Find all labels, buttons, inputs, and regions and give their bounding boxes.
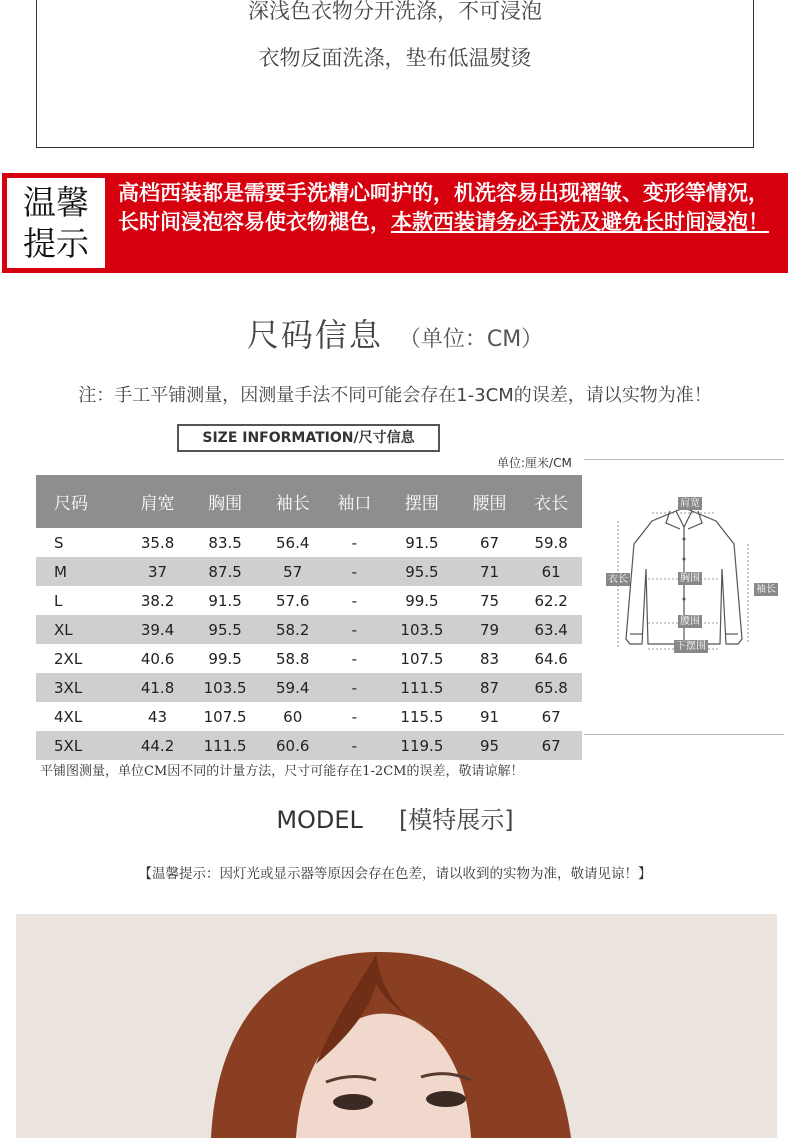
reminder-label (7, 178, 105, 268)
diagram-label-length: 衣长 (608, 574, 628, 585)
cell-cuff: - (351, 707, 358, 726)
reminder-text-plain: 高档西装都是需要手洗精心呵护的，机洗容易出现褶皱、变形等情况，长时间浸泡容易使衣物褪色， (118, 181, 769, 234)
cell-length: 61 (520, 557, 582, 586)
cell-cuff: - (324, 557, 386, 586)
cell-waist: 83 (479, 649, 500, 668)
cell-length: 59.8 (534, 533, 568, 552)
reminder-label-line-2: 提示 (23, 224, 89, 263)
unit-label: 单位:厘米/CM (497, 456, 572, 470)
cell-length: 67 (520, 731, 582, 760)
cell-hem: 107.5 (400, 649, 444, 668)
cell-size: 5XL (36, 731, 127, 760)
cell-waist: 75 (479, 591, 500, 610)
cell-waist: 87 (459, 673, 521, 702)
table-row (36, 731, 582, 760)
table-row (36, 615, 582, 644)
cell-shoulder: 40.6 (140, 649, 175, 668)
cell-cuff: - (351, 533, 358, 552)
reminder-text (118, 179, 782, 237)
measurement-note: 注：手工平铺测量，因测量手法不同可能会存在1-3CM的误差，请以实物为准！ (78, 385, 712, 406)
cell-chest: 95.5 (188, 615, 262, 644)
cell-sleeve: 57 (262, 557, 324, 586)
cell-hem: 115.5 (400, 707, 444, 726)
header-chest: 胸围 (188, 475, 262, 528)
cell-sleeve: 60.6 (262, 731, 324, 760)
cell-hem: 111.5 (385, 673, 459, 702)
reminder-banner (2, 173, 788, 273)
header-size: 尺码 (36, 475, 127, 528)
header-length: 衣长 (520, 475, 582, 528)
cell-sleeve: 57.6 (276, 591, 310, 610)
table-row (36, 702, 582, 731)
diagram-label-sleeve: 袖长 (756, 584, 776, 595)
cell-sleeve: 58.8 (276, 649, 310, 668)
reminder-text-emphasis: 本款西装请务必手洗及避免长时间浸泡！ (391, 210, 769, 234)
table-row (36, 528, 582, 557)
diagram-label-chest: 胸围 (680, 573, 700, 584)
size-table-header-row (36, 475, 582, 528)
cell-length: 64.6 (534, 649, 568, 668)
header-hem: 摆围 (385, 475, 459, 528)
cell-waist: 67 (479, 533, 500, 552)
cell-size: L (54, 591, 63, 610)
table-row (36, 644, 582, 673)
cell-sleeve: 56.4 (276, 533, 310, 552)
cell-waist: 79 (459, 615, 521, 644)
cell-chest: 83.5 (208, 533, 242, 552)
diagram-label-shoulder: 肩宽 (680, 498, 700, 509)
header-cuff: 袖口 (324, 475, 386, 528)
cell-sleeve: 60 (283, 707, 303, 726)
cell-length: 62.2 (534, 591, 568, 610)
size-section-title (0, 310, 790, 356)
cell-size: 2XL (54, 649, 83, 668)
cell-chest: 91.5 (208, 591, 242, 610)
care-instructions-box (36, 0, 754, 148)
cell-shoulder: 35.8 (140, 533, 175, 552)
cell-hem: 91.5 (405, 533, 439, 552)
cell-size: 4XL (54, 707, 83, 726)
cell-hem: 119.5 (385, 731, 459, 760)
care-line-1: 深浅色衣物分开洗涤，不可浸泡 (248, 0, 542, 23)
cell-hem: 103.5 (385, 615, 459, 644)
size-table (36, 475, 582, 760)
table-row (36, 673, 582, 702)
cell-waist: 95 (459, 731, 521, 760)
cell-cuff: - (324, 615, 386, 644)
cell-size: S (54, 533, 64, 552)
table-row (36, 557, 582, 586)
size-title-main: 尺码信息 (246, 316, 383, 354)
model-portrait-image (16, 914, 777, 1138)
cell-length: 67 (541, 707, 561, 726)
cell-cuff: - (324, 731, 386, 760)
cell-shoulder: 38.2 (140, 591, 175, 610)
header-waist: 腰围 (459, 475, 521, 528)
cell-cuff: - (351, 591, 358, 610)
model-title-en: MODEL (276, 806, 363, 834)
diagram-label-waist: 腰围 (680, 616, 700, 627)
cell-chest: 99.5 (208, 649, 242, 668)
cell-size: 3XL (36, 673, 127, 702)
cell-shoulder: 39.4 (127, 615, 189, 644)
color-difference-reminder: 【温馨提示：因灯光或显示器等原因会存在色差，请以收到的实物为准，敬请见谅！】 (138, 866, 652, 882)
cell-shoulder: 44.2 (127, 731, 189, 760)
header-shoulder: 肩宽 (127, 475, 189, 528)
care-line-2: 衣物反面洗涤，垫布低温熨烫 (258, 46, 532, 70)
cell-length: 65.8 (520, 673, 582, 702)
cell-size: M (36, 557, 127, 586)
cell-shoulder: 37 (127, 557, 189, 586)
header-sleeve: 袖长 (262, 475, 324, 528)
model-section-title (0, 800, 790, 835)
table-footnote: 平铺图测量，单位CM因不同的计量方法，尺寸可能存在1-2CM的误差，敬请谅解！ (40, 764, 524, 779)
cell-shoulder: 41.8 (127, 673, 189, 702)
cell-chest: 103.5 (188, 673, 262, 702)
cell-chest: 87.5 (188, 557, 262, 586)
cell-sleeve: 59.4 (262, 673, 324, 702)
cell-waist: 91 (479, 707, 500, 726)
cell-shoulder: 43 (148, 707, 168, 726)
cell-waist: 71 (459, 557, 521, 586)
cell-cuff: - (351, 649, 358, 668)
cell-chest: 111.5 (188, 731, 262, 760)
diagram-label-hem: 下摆围 (676, 641, 706, 652)
cell-size: XL (36, 615, 127, 644)
cell-hem: 99.5 (405, 591, 439, 610)
size-title-unit: （单位：CM） (398, 327, 544, 352)
measurement-diagram (584, 459, 784, 735)
cell-length: 63.4 (520, 615, 582, 644)
cell-cuff: - (324, 673, 386, 702)
table-row (36, 586, 582, 615)
cell-hem: 95.5 (385, 557, 459, 586)
reminder-label-line-1: 温馨 (23, 183, 89, 222)
model-photo (16, 914, 777, 1138)
size-information-box: SIZE INFORMATION/尺寸信息 (177, 424, 440, 452)
model-title-cn: [模特展示] (398, 806, 514, 834)
cell-chest: 107.5 (203, 707, 247, 726)
cell-sleeve: 58.2 (262, 615, 324, 644)
